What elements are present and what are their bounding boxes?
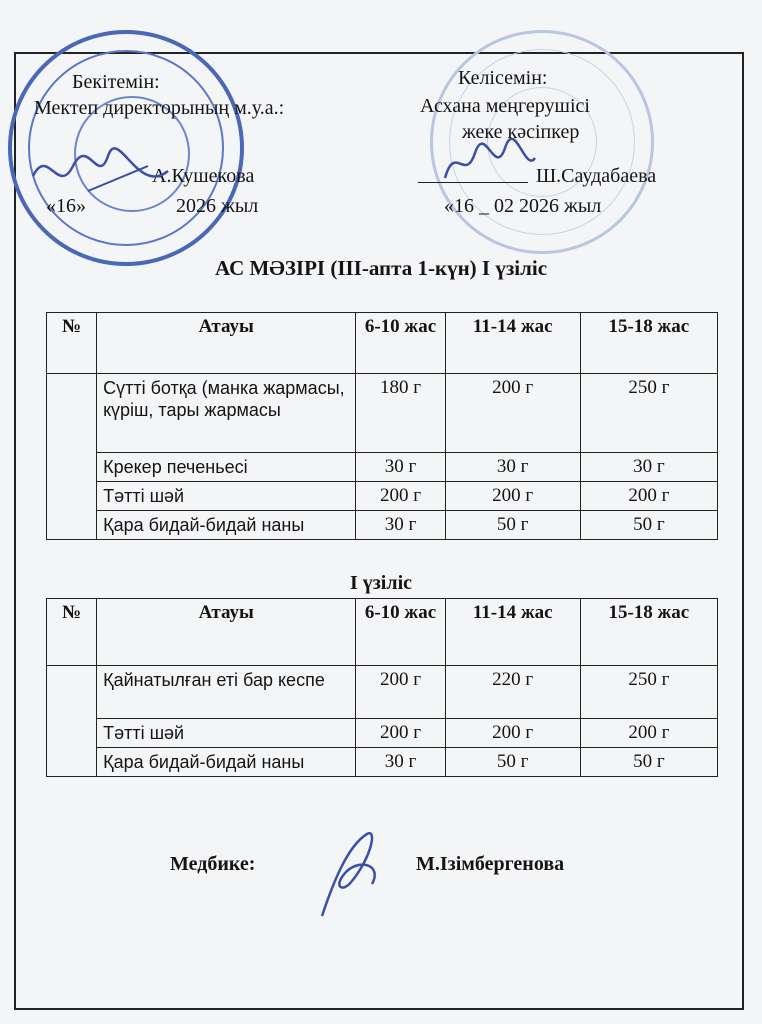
- menu-table-1: [46, 312, 718, 540]
- menu-title: АС МӘЗІРІ (ІІІ-апта 1-күн) І үзіліс: [214, 256, 548, 280]
- dish-name: Сүтті ботқа (манка жармасы, күріш, тары жармасы: [97, 374, 356, 453]
- row-number-cell: [47, 374, 97, 540]
- portion-15-18: 50 г: [580, 748, 717, 777]
- director-signature: [28, 136, 178, 206]
- dish-name: Қайнатылған еті бар кеспе: [97, 666, 356, 719]
- portion-15-18: 250 г: [580, 374, 717, 453]
- portion-6-10: 200 г: [356, 666, 445, 719]
- table-row: [47, 482, 718, 511]
- table-row: [47, 374, 718, 453]
- header-age-11-14: 11-14 жас: [445, 599, 580, 666]
- portion-11-14: 200 г: [445, 482, 580, 511]
- portion-6-10: 200 г: [356, 719, 445, 748]
- entrepreneur-position: жеке кәсіпкер: [462, 121, 580, 143]
- portion-15-18: 250 г: [580, 666, 717, 719]
- header-number: №: [47, 313, 97, 374]
- portion-11-14: 200 г: [445, 719, 580, 748]
- portion-11-14: 50 г: [445, 748, 580, 777]
- header-age-15-18: 15-18 жас: [580, 313, 717, 374]
- table-row: [47, 453, 718, 482]
- dish-name: Крекер печеньесі: [97, 453, 356, 482]
- left-date-year: 2026 жыл: [176, 195, 259, 217]
- header-age-15-18: 15-18 жас: [580, 599, 717, 666]
- header-name: Атауы: [97, 599, 356, 666]
- menu-table-2: [46, 598, 718, 777]
- table-row: [47, 666, 718, 719]
- table-header-row: [47, 313, 718, 374]
- canteen-head-position: Асхана меңгерушісі: [420, 95, 590, 117]
- table-header-row: [47, 599, 718, 666]
- portion-15-18: 30 г: [580, 453, 717, 482]
- header-number: №: [47, 599, 97, 666]
- portion-15-18: 200 г: [580, 482, 717, 511]
- table-row: [47, 719, 718, 748]
- canteen-head-signature: [440, 138, 540, 188]
- portion-11-14: 30 г: [445, 453, 580, 482]
- nurse-label: Медбике:: [170, 853, 256, 875]
- section2-title: І үзіліс: [349, 572, 413, 594]
- left-date-day: «16»: [46, 195, 86, 217]
- header-age-6-10: 6-10 жас: [356, 313, 445, 374]
- dish-name: Қара бидай-бидай наны: [97, 748, 356, 777]
- approve-label: Бекітемін:: [72, 71, 160, 93]
- table-row: [47, 511, 718, 540]
- portion-11-14: 220 г: [445, 666, 580, 719]
- portion-6-10: 30 г: [356, 453, 445, 482]
- portion-6-10: 30 г: [356, 748, 445, 777]
- portion-11-14: 200 г: [445, 374, 580, 453]
- portion-11-14: 50 г: [445, 511, 580, 540]
- portion-6-10: 30 г: [356, 511, 445, 540]
- director-name: А.Кушекова: [152, 165, 255, 187]
- row-number-cell: [47, 666, 97, 777]
- header-name: Атауы: [97, 313, 356, 374]
- director-position: Мектеп директорының м.у.а.:: [34, 97, 285, 119]
- header-age-11-14: 11-14 жас: [445, 313, 580, 374]
- portion-6-10: 200 г: [356, 482, 445, 511]
- dish-name: Тәтті шәй: [97, 482, 356, 511]
- portion-15-18: 200 г: [580, 719, 717, 748]
- nurse-name: М.Ізімбергенова: [416, 853, 565, 875]
- dish-name: Тәтті шәй: [97, 719, 356, 748]
- portion-15-18: 50 г: [580, 511, 717, 540]
- portion-6-10: 180 г: [356, 374, 445, 453]
- header-age-6-10: 6-10 жас: [356, 599, 445, 666]
- canteen-head-name: Ш.Саудабаева: [536, 165, 657, 187]
- table-row: [47, 748, 718, 777]
- dish-name: Қара бидай-бидай наны: [97, 511, 356, 540]
- right-date: «16 _ 02 2026 жыл: [444, 195, 602, 217]
- nurse-signature: [312, 826, 392, 922]
- agree-label: Келісемін:: [458, 67, 548, 89]
